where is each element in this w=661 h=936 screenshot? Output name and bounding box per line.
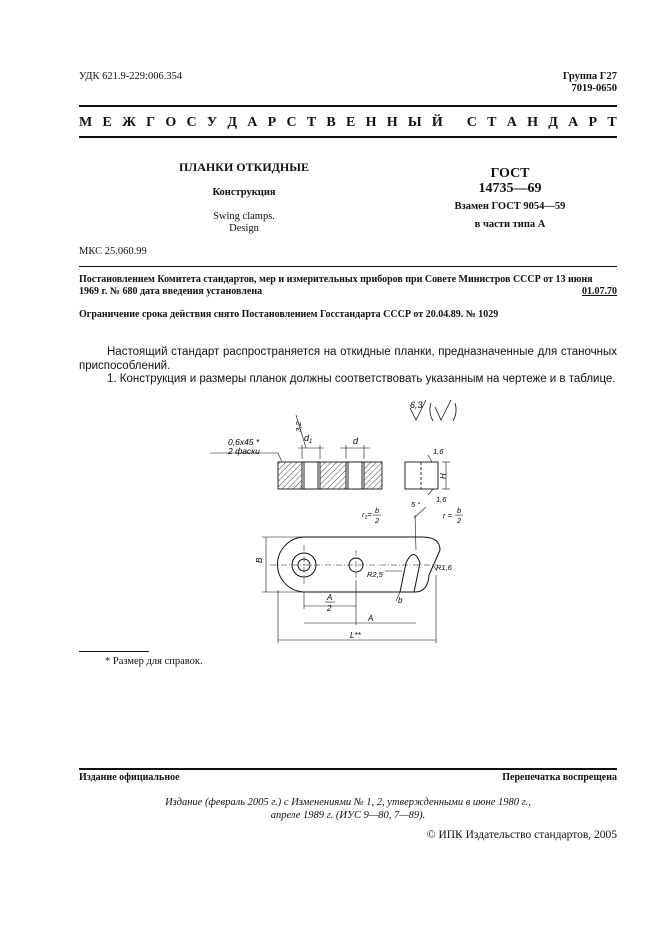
banner-letter: Й: [431, 115, 443, 130]
roughness-1-6-top: 1,6: [433, 447, 444, 456]
mks-rule: [79, 266, 617, 267]
udk-code: УДК 621.9-229:006.354: [79, 71, 183, 82]
d-label: d: [353, 436, 359, 446]
edition-line2: апреле 1989 г. (ИУС 9—80, 7—89).: [270, 810, 426, 821]
banner-letter: Е: [102, 115, 112, 130]
english-title: [79, 211, 409, 235]
side-view: [405, 462, 438, 489]
banner-letter: В: [326, 115, 336, 130]
r-label: r =: [443, 511, 452, 520]
edition-info: [79, 796, 617, 822]
l-label: L**: [350, 631, 361, 640]
a-label: A: [368, 614, 374, 623]
reprint-prohibited: Перепечатка воспрещена: [502, 772, 617, 783]
english-title-line1: Swing clamps.: [213, 211, 275, 222]
banner-letter: А: [506, 115, 517, 130]
banner-letter: Т: [607, 115, 617, 130]
banner-letter: Т: [306, 115, 317, 130]
banner-letter: Д: [548, 115, 558, 130]
banner-letter: Т: [487, 115, 497, 130]
interstate-standard-banner: [79, 115, 617, 131]
limit-removal-text: Ограничение срока действия снято Постановлением Госстандарта СССР от 20.04.89. № 1029: [79, 309, 499, 320]
edition-line1: Издание (февраль 2005 г.) с Изменениями № 1, 2, утвержденными в июне 1980 г.,: [165, 797, 531, 808]
footer-rule: [79, 768, 617, 770]
banner-letter: Г: [146, 115, 156, 130]
b-upper-label: B: [255, 557, 264, 563]
gost-label: ГОСТ: [490, 166, 530, 181]
decree-text: [79, 274, 617, 298]
gost-replaces: Взамен ГОСТ 9054—59: [454, 201, 566, 212]
banner-letter: Е: [346, 115, 356, 130]
banner-letter: С: [186, 115, 197, 130]
slot: [400, 555, 420, 593]
banner-letter: Н: [365, 115, 377, 130]
banner-letter: Р: [267, 115, 277, 130]
d1-label: $d_1$: [304, 433, 313, 445]
r1-label: $r_1=$: [362, 510, 372, 521]
banner-letter: Ж: [122, 115, 136, 130]
banner-rule: [79, 136, 617, 138]
r1-6-label: R1,6: [436, 563, 452, 572]
angle-label: 5 °: [411, 500, 421, 509]
group-code: [563, 71, 617, 95]
decree-line2-row: [79, 286, 617, 298]
r2-5-label: R2,5: [367, 570, 383, 579]
gost-number: 14735—69: [478, 181, 542, 196]
document-title: ПЛАНКИ ОТКИДНЫЕ: [178, 160, 310, 174]
group-label: Группа Г27: [562, 71, 617, 82]
decree-line2: 1969 г. № 680 дата введения установлена: [79, 286, 263, 297]
r-num: b: [457, 506, 462, 515]
chamfer-label: 0,6х45 *: [228, 437, 260, 447]
section-view: [278, 462, 382, 489]
banner-letter: Ы: [407, 115, 422, 130]
roughness-3-2: 3,2: [294, 421, 303, 432]
banner-letter: М: [79, 115, 93, 130]
okp-code: 7019-0650: [571, 83, 617, 94]
banner-letter: [453, 115, 457, 131]
chamfer-count-label: 2 фаски: [228, 446, 260, 456]
footnote: * Размер для справок.: [105, 656, 203, 667]
gost-part: в части типа А: [474, 219, 546, 230]
banner-letter: А: [247, 115, 258, 130]
body-paragraph-2: 1. Конструкция и размеры планок должны соответствовать указанным на чертеже и в таблице.: [107, 373, 616, 385]
footnote-rule: [79, 651, 149, 652]
r1-den: 2: [375, 516, 380, 525]
banner-letter: Р: [588, 115, 598, 130]
top-rule: [79, 105, 617, 107]
body-paragraph-1: Настоящий стандарт распространяется на откидные планки, предназначенные для станочных приспособлений.: [79, 346, 617, 372]
official-edition: Издание официальное: [79, 772, 180, 783]
b-lower-label: b: [398, 596, 403, 605]
roughness-main-label: 6,3: [410, 400, 423, 410]
a-half-num: A: [327, 593, 333, 602]
banner-letter: А: [568, 115, 579, 130]
body-text: [79, 346, 617, 387]
copyright: © ИПК Издательство стандартов, 2005: [426, 829, 617, 841]
banner-letter: Н: [386, 115, 398, 130]
gost-designation: [420, 166, 600, 232]
introduction-date: 01.07.70: [582, 286, 617, 297]
banner-letter: С: [466, 115, 477, 130]
banner-letter: Д: [227, 115, 238, 130]
h-label: H: [439, 473, 448, 479]
decree-line1: Постановлением Комитета стандартов, мер и измерительных приборов при Совете Министров СССР от 13 июня: [79, 274, 593, 285]
banner-letter: С: [286, 115, 297, 130]
technical-drawing: [200, 395, 480, 670]
roughness-1-6-bottom: 1,6: [436, 495, 447, 504]
a-half-den: 2: [327, 604, 332, 613]
banner-letter: О: [165, 115, 177, 130]
banner-letter: Н: [527, 115, 539, 130]
mks-code: МКС 25.060.99: [79, 246, 147, 257]
r1-num: b: [375, 506, 380, 515]
banner-letter: У: [206, 115, 218, 130]
document-subtitle: Конструкция: [212, 187, 276, 198]
english-title-line2: Design: [229, 223, 259, 234]
r-den: 2: [457, 516, 462, 525]
